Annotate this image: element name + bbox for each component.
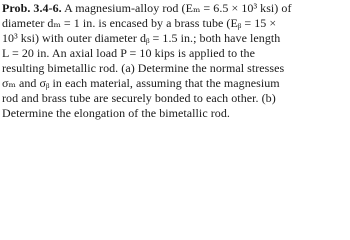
problem-line <box>2 1 348 16</box>
problem-line-text: Determine the elongation of the bimetallic rod. <box>2 106 230 120</box>
problem-line <box>2 106 348 121</box>
problem-line-text: A magnesium-alloy rod (Eₘ = 6.5 × 10³ ksi) of <box>61 1 292 15</box>
problem-line <box>2 76 348 91</box>
problem-line-text: 10³ ksi) with outer diameter dᵦ = 1.5 in.; both have length <box>2 31 281 45</box>
problem-line <box>2 31 348 46</box>
problem-line-text: L = 20 in. An axial load P = 10 kips is applied to the <box>2 46 255 60</box>
problem-line <box>2 91 348 106</box>
problem-line-text: rod and brass tube are securely bonded to each other. (b) <box>2 91 276 105</box>
problem-line <box>2 46 348 61</box>
problem-text <box>2 1 348 136</box>
problem-line-text: diameter dₘ = 1 in. is encased by a brass tube (Eᵦ = 15 × <box>2 16 277 30</box>
problem-line-text: σₘ and σᵦ in each material, assuming that the magnesium <box>2 76 280 90</box>
problem-line <box>2 61 348 76</box>
problem-label: Prob. 3.4-6. <box>2 1 62 15</box>
problem-line-text: resulting bimetallic rod. (a) Determine the normal stresses <box>2 61 285 75</box>
problem-line <box>2 16 348 31</box>
